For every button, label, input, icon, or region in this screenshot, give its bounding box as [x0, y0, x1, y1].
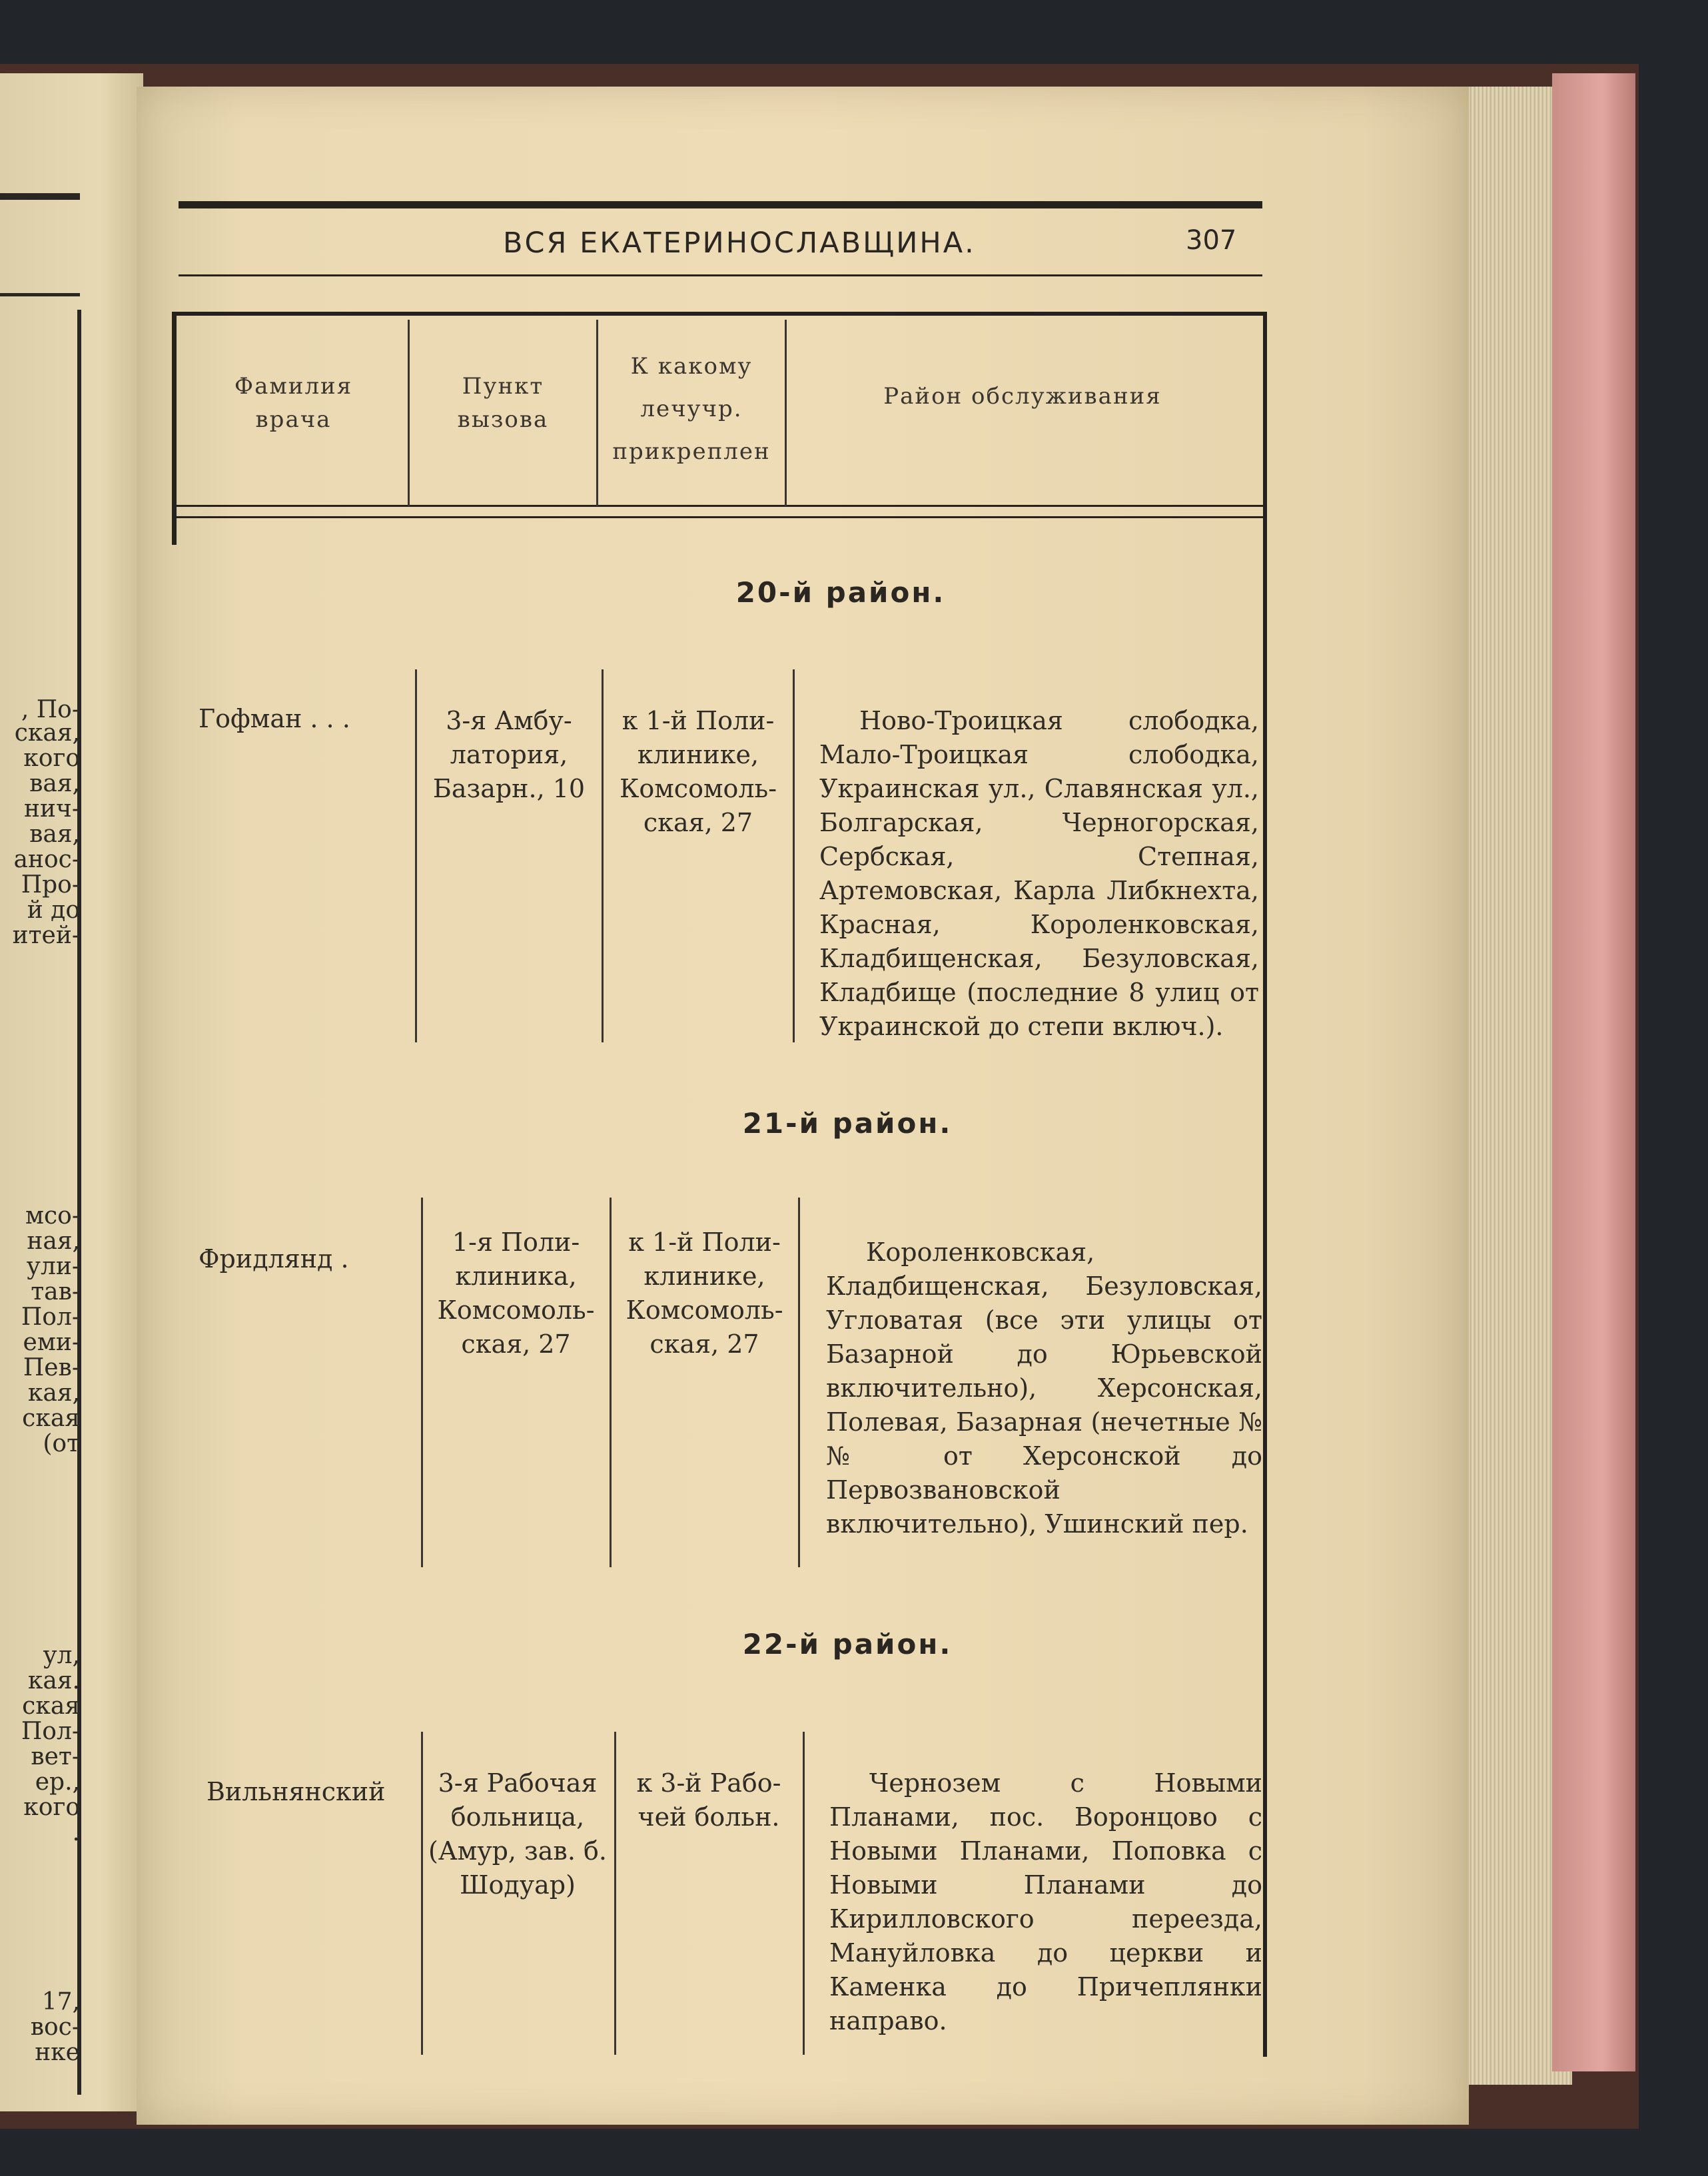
left-page-line: кая.: [27, 1667, 80, 1694]
district-21-sep-2: [610, 1198, 612, 1567]
district-20-sep-1: [415, 669, 417, 1042]
left-page-line: еми-: [23, 1329, 80, 1356]
district-20-title: 20-й район.: [735, 576, 946, 609]
left-page-line: Пев-: [23, 1354, 80, 1381]
left-page-line: 17,: [41, 1988, 80, 2015]
district-21-doctor: Фридлянд .: [199, 1244, 349, 1273]
district-22-attached: к 3-й Рабо- чей больн.: [636, 1768, 781, 1832]
column-heading-doctor: [179, 353, 408, 453]
heading-doctor-line1: Фамилия: [234, 373, 353, 400]
district-20-doctor: Гофман . . .: [199, 704, 350, 733]
left-page-line: нич-: [24, 795, 80, 823]
column-heading-area: Район обслуживания: [883, 383, 1162, 410]
left-page-line: вос-: [30, 2013, 80, 2041]
district-20-sep-3: [793, 669, 795, 1042]
district-21-sep-1: [421, 1198, 423, 1567]
district-22-call-point: 3-я Рабочая больница, (Амур, зав. б. Шодуар): [428, 1768, 607, 1900]
left-page-line: ер.,: [35, 1768, 80, 1796]
header-sep-1: [408, 320, 410, 506]
page-number: 307: [1186, 225, 1237, 256]
left-page: [0, 73, 143, 2111]
district-21-call-point: 1-я Поли- клиника, Комсомоль- ская, 27: [437, 1228, 595, 1359]
left-page-line: вая,: [29, 770, 80, 797]
table-right-border: [1263, 312, 1267, 2057]
left-page-line: мсо-: [25, 1202, 80, 1230]
table-head-rule: [175, 505, 1267, 507]
left-page-line: кого: [23, 745, 80, 772]
left-second-rule: [0, 293, 80, 296]
header-sep-3: [785, 320, 787, 506]
heading-attached-line2: лечучр.: [640, 396, 743, 422]
left-page-line: , По-: [21, 696, 80, 723]
table-left-border: [172, 312, 177, 545]
left-page-line: ули-: [26, 1253, 80, 1280]
district-21-area: Короленковская, Кладбищенская, Безуловская, Угловатая (все эти улицы от Базарной до Юрьевской включительно), Херсонская, Полевая, Базарная (нечетные №№ от Херсонской до Первозвановской включительно), Ушинский пер.: [826, 1238, 1262, 1539]
district-22-sep-3: [803, 1732, 805, 2055]
column-heading-call-point: [410, 353, 596, 453]
district-22-title: 22-й район.: [742, 1628, 953, 1660]
left-page-line: ная,: [27, 1228, 80, 1255]
heading-call-point-line2: вызова: [457, 406, 549, 433]
left-top-rule: [0, 193, 80, 200]
left-page-line: анос-: [13, 846, 80, 873]
book-edge: [1552, 73, 1635, 2071]
district-21-sep-3: [798, 1198, 800, 1567]
table-head-rule-2: [175, 516, 1267, 518]
left-page-line: Про-: [21, 871, 80, 899]
left-page-line: вет-: [31, 1743, 80, 1770]
header-sep-2: [596, 320, 598, 506]
district-20-sep-2: [602, 669, 604, 1042]
district-21-title: 21-й район.: [742, 1107, 953, 1140]
header-bottom-rule: [179, 274, 1262, 276]
left-page-line: ская,: [14, 719, 80, 747]
heading-attached-line1: К какому: [630, 353, 753, 380]
left-page-line: Пол-: [21, 1303, 80, 1331]
left-page-line: й до: [27, 897, 80, 924]
left-page-line: кая,: [27, 1379, 80, 1407]
left-page-line: .: [72, 1819, 80, 1846]
heading-attached-line3: прикреплен: [612, 438, 771, 465]
heading-doctor-line2: врача: [255, 406, 332, 433]
running-title: ВСЯ ЕКАТЕРИНОСЛАВЩИНА.: [503, 226, 976, 260]
left-page-line: нке: [35, 2039, 80, 2066]
header-top-rule: [179, 201, 1262, 208]
left-page-line: тав-: [31, 1278, 80, 1305]
district-20-area: Ново-Троицкая слободка, Мало-Троицкая слободка, Украинская ул., Славянская ул., Болгарская, Черногорская, Сербская, Степная, Артемовская, Карла Либкнехта, Красная, Короленковская, Кладбищенская, Безуловская, Кладбище (последние 8 улиц от Украинской до степи включ.).: [819, 706, 1259, 1041]
table-top-rule: [175, 312, 1267, 316]
left-page-line: ская: [22, 1692, 80, 1720]
left-page-line: (от: [43, 1430, 80, 1457]
district-20-attached: к 1-й Поли- клинике, Комсомоль- ская, 27: [619, 706, 777, 837]
left-page-line: ул,: [43, 1642, 80, 1669]
left-page-line: вая,: [29, 821, 80, 848]
district-22-doctor: Вильнянский: [207, 1777, 386, 1806]
left-page-line: кого: [23, 1794, 80, 1821]
district-22-area: Чернозем с Новыми Планами, пос. Воронцово с Новыми Планами, Поповка с Новыми Планами до Кирилловского переезда, Мануйловка до церкви и Каменка до Причеплянки направо.: [829, 1768, 1262, 2035]
column-heading-attached: [598, 345, 785, 473]
district-21-attached: к 1-й Поли- клинике, Комсомоль- ская, 27: [626, 1228, 783, 1359]
heading-call-point-line1: Пункт: [462, 373, 544, 400]
district-20-call-point: 3-я Амбу- латория, Базарн., 10: [432, 706, 586, 803]
left-page-line: итей-: [12, 922, 80, 949]
left-page-line: Пол-: [21, 1718, 80, 1745]
left-page-line: ская: [22, 1405, 80, 1432]
